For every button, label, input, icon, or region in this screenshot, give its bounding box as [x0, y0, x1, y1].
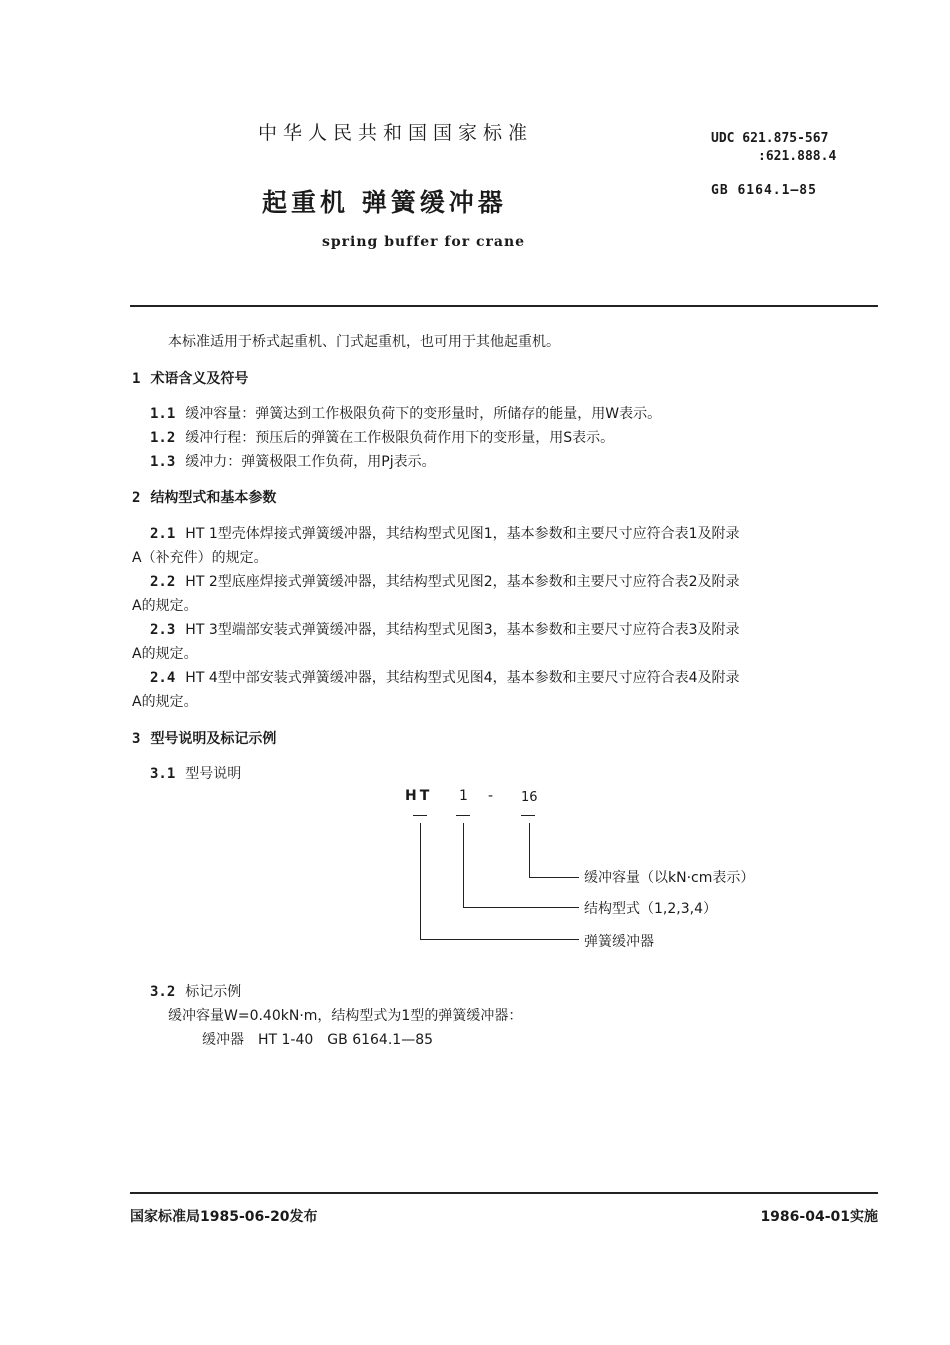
clause-number: 2.3: [150, 622, 176, 638]
section-number: 1: [132, 371, 141, 387]
header-divider: [130, 305, 878, 307]
leader-product-vertical: [420, 823, 421, 940]
national-standard-heading: 中华人民共和国国家标准: [258, 122, 534, 144]
clause-text: 标记示例: [185, 984, 242, 1000]
gb-standard-code: GB 6164.1—85: [711, 183, 817, 198]
leader-type-vertical: [463, 823, 464, 908]
clause-text: HT 1型壳体焊接式弹簧缓冲器，其结构型式见图1，基本参数和主要尺寸应符合表1及附录: [185, 526, 740, 542]
clause-text: 缓冲行程：预压后的弹簧在工作极限负荷作用下的变形量，用S表示。: [185, 430, 615, 446]
underline-type: [456, 815, 470, 816]
clause-text: 型号说明: [185, 766, 242, 782]
section-2-heading: [132, 486, 276, 510]
clause-text: 缓冲力：弹簧极限工作负荷，用Pj表示。: [185, 454, 436, 470]
clause-2-2-cont: A的规定。: [132, 598, 198, 614]
leader-type-horizontal: [463, 907, 579, 908]
footer-divider: [130, 1192, 878, 1194]
clause-number: 1.2: [150, 430, 176, 446]
clause-text: HT 2型底座焊接式弹簧缓冲器，其结构型式见图2，基本参数和主要尺寸应符合表2及附录: [185, 574, 740, 590]
scope-paragraph: 本标准适用于桥式起重机、门式起重机，也可用于其他起重机。: [168, 334, 560, 350]
clause-1-3: [150, 450, 436, 474]
section-title: 型号说明及标记示例: [150, 731, 277, 747]
clause-3-2: [150, 980, 241, 1004]
example-marking: 缓冲器 HT 1-40 GB 6164.1—85: [202, 1032, 434, 1048]
udc-code-line2: :621.888.4: [758, 149, 837, 164]
issue-date: 国家标准局1985-06-20发布: [130, 1209, 318, 1225]
clause-number: 2.4: [150, 670, 176, 686]
section-number: 3: [132, 731, 141, 747]
clause-text: HT 3型端部安装式弹簧缓冲器，其结构型式见图3，基本参数和主要尺寸应符合表3及附录: [185, 622, 740, 638]
effective-date: 1986-04-01实施: [760, 1209, 878, 1225]
clause-2-2: [150, 570, 740, 594]
leader-product-horizontal: [420, 939, 579, 940]
clause-number: 3.2: [150, 984, 176, 1000]
clause-1-2: [150, 426, 614, 450]
code-type: 1: [459, 788, 468, 804]
clause-number: 3.1: [150, 766, 176, 782]
label-product: 弹簧缓冲器: [584, 934, 654, 950]
clause-2-3: [150, 618, 740, 642]
section-title: 结构型式和基本参数: [150, 490, 277, 506]
clause-2-1: [150, 522, 740, 546]
clause-3-1: [150, 762, 241, 786]
clause-2-4: [150, 666, 740, 690]
document-title-en: spring buffer for crane: [322, 234, 526, 250]
clause-number: 2.1: [150, 526, 176, 542]
section-number: 2: [132, 490, 141, 506]
clause-number: 1.3: [150, 454, 176, 470]
section-title: 术语含义及符号: [150, 371, 249, 387]
section-1-heading: [132, 367, 248, 391]
clause-1-1: [150, 402, 661, 426]
code-capacity: 16: [521, 790, 538, 805]
clause-number: 1.1: [150, 406, 176, 422]
code-ht: HT: [405, 788, 433, 804]
example-description: 缓冲容量W=0.40kN·m，结构型式为1型的弹簧缓冲器：: [168, 1008, 523, 1024]
label-type: 结构型式（1,2,3,4）: [584, 901, 717, 917]
document-title-cn: 起重机 弹簧缓冲器: [262, 188, 507, 217]
clause-2-3-cont: A的规定。: [132, 646, 198, 662]
udc-code-line1: UDC 621.875-567: [711, 131, 829, 146]
label-capacity: 缓冲容量（以kN·cm表示）: [584, 870, 755, 886]
clause-number: 2.2: [150, 574, 176, 590]
leader-capacity-horizontal: [529, 877, 579, 878]
clause-text: HT 4型中部安装式弹簧缓冲器，其结构型式见图4，基本参数和主要尺寸应符合表4及附录: [185, 670, 740, 686]
clause-2-4-cont: A的规定。: [132, 694, 198, 710]
section-3-heading: [132, 727, 276, 751]
code-dash: -: [488, 788, 494, 804]
clause-text: 缓冲容量：弹簧达到工作极限负荷下的变形量时，所储存的能量，用W表示。: [185, 406, 662, 422]
underline-ht: [413, 815, 427, 816]
underline-capacity: [521, 815, 535, 816]
clause-2-1-cont: A（补充件）的规定。: [132, 550, 268, 566]
leader-capacity-vertical: [529, 823, 530, 878]
